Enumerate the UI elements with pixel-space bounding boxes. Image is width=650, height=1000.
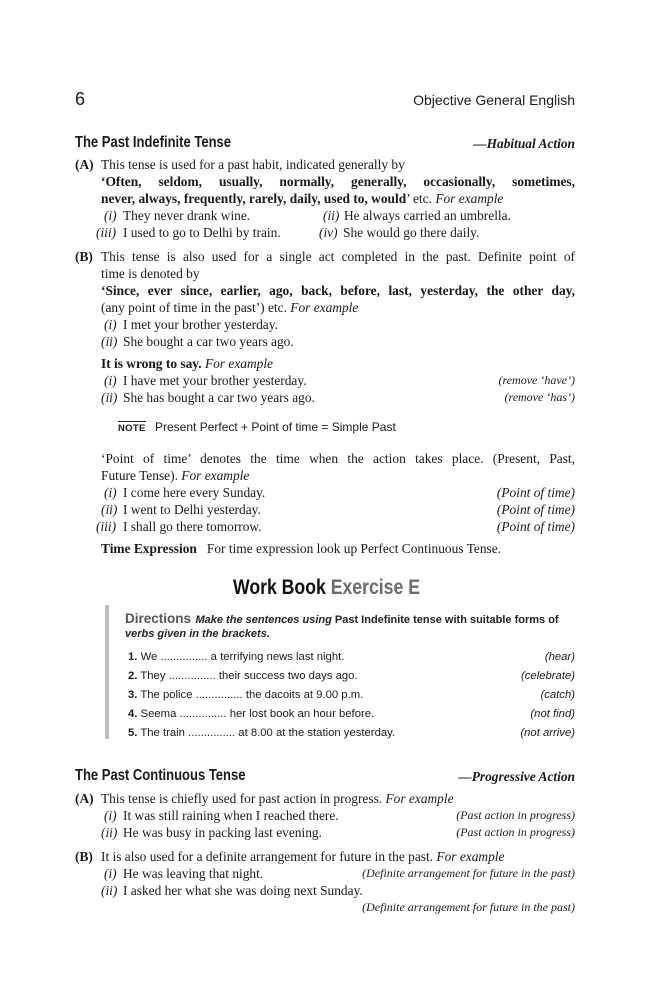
marker-a: (A) xyxy=(75,157,94,172)
exercise-hint: (not arrive) xyxy=(520,727,575,739)
pc-a-for-example: For example xyxy=(385,791,454,806)
pot-ex2-note: (Point of time) xyxy=(496,502,575,517)
pc-a-ex2: He was busy in packing last evening. xyxy=(123,825,322,840)
exercise-text: We ............... a terrifying news last night. xyxy=(140,651,345,663)
b-wrong-line xyxy=(101,355,273,372)
pot-ex1-marker: (i) xyxy=(104,485,117,500)
a-ex4: She would go there daily. xyxy=(343,225,480,240)
b-ex1: I met your brother yesterday. xyxy=(123,317,278,332)
directions-text-3: tense with suitable forms of xyxy=(413,614,559,626)
b-ex2-marker: (ii) xyxy=(101,334,118,349)
pc-a-ex1: It was still raining when I reached there. xyxy=(123,808,339,823)
b-ex2: She bought a car two years ago. xyxy=(123,334,294,349)
b-w1-marker: (i) xyxy=(104,373,117,388)
exercise-hint: (celebrate) xyxy=(521,670,575,682)
a-ex3: I used to go to Delhi by train. xyxy=(123,225,281,240)
exercise-hint: (hear) xyxy=(544,651,575,663)
pot-ex1-note: (Point of time) xyxy=(496,485,575,500)
section-title-past-continuous: The Past Continuous Tense xyxy=(75,767,246,784)
section-title-past-indefinite: The Past Indefinite Tense xyxy=(75,134,232,151)
directions-text-2: Past Indefinite xyxy=(334,614,411,626)
b-w1: I have met your brother yesterday. xyxy=(123,373,307,388)
section-subtitle-progressive: —Progressive Action xyxy=(458,769,575,784)
b-ex1-marker: (i) xyxy=(104,317,117,332)
exercise-text: They ............... their success two days ago. xyxy=(140,670,358,682)
pot-ex2-marker: (ii) xyxy=(101,502,118,517)
pc-b-ex2-marker: (ii) xyxy=(101,883,118,898)
pc-b-line1-text: It is also used for a definite arrangement for future in the past. xyxy=(101,849,434,864)
pot-ex1: I come here every Sunday. xyxy=(123,485,266,500)
b-w1-note: (remove ‘have’) xyxy=(498,373,575,387)
pot-ex2: I went to Delhi yesterday. xyxy=(123,502,261,517)
running-head: Objective General English xyxy=(413,92,575,108)
workbook-directions xyxy=(125,610,559,628)
pc-b-ex1-note: (Definite arrangement for future in the past) xyxy=(362,866,575,880)
a-ex3-marker: (iii) xyxy=(96,225,117,240)
b-line2: time is denoted by xyxy=(101,266,200,281)
pc-a-line1 xyxy=(101,790,454,807)
exercise-item xyxy=(128,670,358,682)
a-words-line1: ‘Often, seldom, usually, normally, generally, occasionally, sometimes, xyxy=(101,174,575,189)
b-wrong-for-example: For example xyxy=(204,356,273,371)
pc-a-ex2-note: (Past action in progress) xyxy=(456,825,575,839)
pc-b-ex1: He was leaving that night. xyxy=(123,866,264,881)
a-ex1: They never drank wine. xyxy=(123,208,251,223)
b-for-example: For example xyxy=(290,300,359,315)
b-line1: This tense is also used for a single act completed in the past. Definite point of xyxy=(101,249,575,264)
pot-line2 xyxy=(101,467,249,484)
pc-b-ex1-marker: (i) xyxy=(104,866,117,881)
exercise-num: 2. xyxy=(128,670,138,682)
directions-line2: verbs given in the brackets. xyxy=(125,628,270,640)
pot-ex3: I shall go there tomorrow. xyxy=(123,519,262,534)
workbook-sidebar-rule xyxy=(105,605,109,739)
pc-a-line1-text: This tense is chiefly used for past action in progress. xyxy=(101,791,383,806)
page-number: 6 xyxy=(75,89,86,109)
pot-ex3-marker: (iii) xyxy=(96,519,117,534)
exercise-num: 1. xyxy=(128,651,138,663)
pc-b-ex2: I asked her what she was doing next Sunday. xyxy=(123,883,363,898)
pc-a-ex1-note: (Past action in progress) xyxy=(456,808,575,822)
exercise-num: 4. xyxy=(128,708,138,720)
exercise-text: Seema ............... her lost book an hour before. xyxy=(140,708,375,720)
workbook-title xyxy=(233,576,420,600)
exercise-hint: (catch) xyxy=(540,689,575,701)
exercise-text: The police ............... the dacoits at 9.00 p.m. xyxy=(140,689,364,701)
directions-text xyxy=(195,614,558,626)
exercise-item xyxy=(128,651,344,663)
time-expression-text: For time expression look up Perfect Continuous Tense. xyxy=(206,541,502,556)
b-w2-marker: (ii) xyxy=(101,390,118,405)
note-tag: NOTE xyxy=(118,423,146,434)
pot-line2-text: Future Tense). xyxy=(101,468,178,483)
exercise-text: The train ............... at 8.00 at the station yesterday. xyxy=(140,727,396,739)
directions-text-1: Make the sentences using xyxy=(195,614,332,626)
time-expression xyxy=(101,540,501,557)
pot-ex3-note: (Point of time) xyxy=(496,519,575,534)
a-line1: This tense is used for a past habit, indicated generally by xyxy=(101,157,405,172)
a-for-example: For example xyxy=(435,191,504,206)
pc-marker-a: (A) xyxy=(75,791,94,806)
workbook-title-b: Exercise E xyxy=(330,576,420,599)
pot-line1: ‘Point of time’ denotes the time when the action takes place. (Present, Past, xyxy=(101,451,575,466)
a-ex2: He always carried an umbrella. xyxy=(344,208,511,223)
a-ex4-marker: (iv) xyxy=(319,225,338,240)
pc-a-ex1-marker: (i) xyxy=(104,808,117,823)
pc-a-ex2-marker: (ii) xyxy=(101,825,118,840)
pc-b-line1 xyxy=(101,848,504,865)
b-words-line2-text: (any point of time in the past’) etc. xyxy=(101,300,287,315)
b-w2-note: (remove ‘has’) xyxy=(504,390,575,404)
exercise-item xyxy=(128,727,395,739)
a-words-line2-bold: never, always, frequently, rarely, daily, used to, would xyxy=(101,191,407,206)
marker-b: (B) xyxy=(75,249,93,264)
b-words-line1: ‘Since, ever since, earlier, ago, back, before, last, yesterday, the other day, xyxy=(101,283,575,298)
pc-b-for-example: For example xyxy=(436,849,505,864)
b-wrong-label: It is wrong to say. xyxy=(101,356,202,371)
time-expression-label: Time Expression xyxy=(101,541,197,556)
b-w2: She has bought a car two years ago. xyxy=(123,390,315,405)
pot-for-example: For example xyxy=(181,468,250,483)
note-text: Present Perfect + Point of time = Simple Past xyxy=(155,420,396,434)
a-ex1-marker: (i) xyxy=(104,208,117,223)
a-words-line2-tail: ’ etc. xyxy=(406,191,432,206)
b-words-line2 xyxy=(101,299,358,316)
exercise-num: 3. xyxy=(128,689,138,701)
exercise-item xyxy=(128,708,374,720)
exercise-hint: (not find) xyxy=(530,708,575,720)
pc-b-ex2-note: (Definite arrangement for future in the past) xyxy=(362,900,575,914)
workbook-title-a: Work Book xyxy=(233,576,326,599)
directions-label: Directions xyxy=(125,611,192,626)
section-subtitle-habitual: —Habitual Action xyxy=(473,136,575,151)
pc-marker-b: (B) xyxy=(75,849,93,864)
a-words-line2 xyxy=(101,190,503,207)
exercise-item xyxy=(128,689,363,701)
exercise-num: 5. xyxy=(128,727,138,739)
a-ex2-marker: (ii) xyxy=(323,208,340,223)
